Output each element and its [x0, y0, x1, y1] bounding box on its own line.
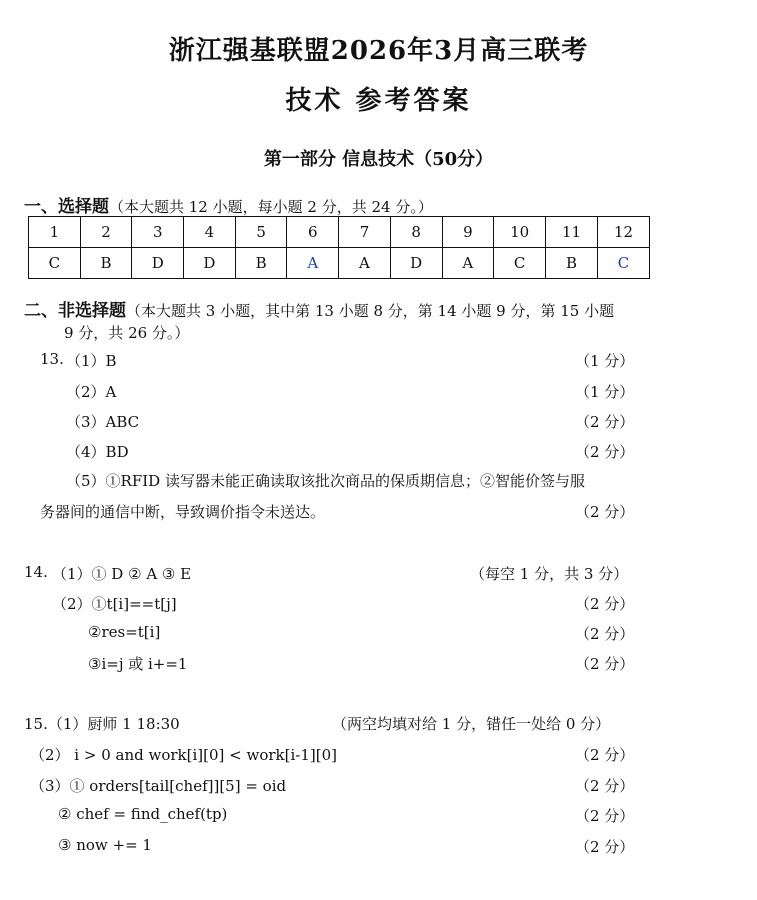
q13-score-5: （2 分） [575, 503, 635, 521]
section2-note-line1: （本大题共 3 小题，其中第 13 小题 8 分，第 14 小题 9 分，第 15 小题 [126, 302, 615, 320]
q13-score-4: （2 分） [575, 443, 635, 461]
answer-cell: C [598, 248, 650, 279]
q15-answer-2: （2） i > 0 and work[i][0] < work[i-1][0] [30, 746, 337, 764]
q13-answer-5-line2: 务器间的通信中断，导致调价指令未送达。 [40, 503, 326, 521]
question-number: 7 [339, 217, 391, 248]
question-number: 4 [184, 217, 236, 248]
q13-score-1: （1 分） [575, 352, 635, 370]
q14-answer-1: （1）① D ② A ③ E [52, 565, 192, 583]
answer-cell: A [339, 248, 391, 279]
q15-answer-5: ③ now += 1 [58, 836, 152, 854]
q15-score-3: （2 分） [575, 777, 635, 795]
section1-note: （本大题共 12 小题，每小题 2 分，共 24 分。） [109, 198, 433, 216]
q14-score-1: （每空 1 分，共 3 分） [470, 565, 629, 583]
question-number: 12 [598, 217, 650, 248]
answer-cell: C [494, 248, 546, 279]
section1-heading: 一、选择题 [24, 197, 109, 217]
q13-answer-4: （4）BD [66, 443, 129, 461]
q13-answer-3: （3）ABC [66, 413, 140, 431]
q14-score-4: （2 分） [575, 655, 635, 673]
section2-note-line2: 9 分，共 26 分。） [64, 324, 190, 342]
question-number: 10 [494, 217, 546, 248]
answer-table [28, 216, 650, 279]
q13-answer-1: （1）B [66, 352, 117, 370]
part-title: 第一部分 信息技术（50分） [263, 149, 494, 170]
answer-cell: D [132, 248, 184, 279]
question-number: 1 [29, 217, 81, 248]
answer-cell: B [546, 248, 598, 279]
section1-header [24, 192, 433, 217]
answer-cell: A [442, 248, 494, 279]
q14-number: 14. [24, 563, 48, 581]
question-number: 9 [442, 217, 494, 248]
q14-score-2: （2 分） [575, 595, 635, 613]
question-number: 2 [80, 217, 132, 248]
question-number: 3 [132, 217, 184, 248]
q13-score-3: （2 分） [575, 413, 635, 431]
question-number: 5 [235, 217, 287, 248]
q14-answer-2: （2）①t[i]==t[j] [52, 595, 177, 613]
page-title: 浙江强基联盟2026年3月高三联考 [168, 36, 589, 66]
q14-score-3: （2 分） [575, 625, 635, 643]
q14-answer-3: ②res=t[i] [88, 623, 161, 641]
question-number: 8 [390, 217, 442, 248]
q14-answer-4: ③i=j 或 i+=1 [88, 655, 188, 673]
q15-answer-1: 15.（1）厨师 1 18:30 [24, 715, 180, 733]
section2-header [24, 296, 614, 321]
question-number: 6 [287, 217, 339, 248]
section2-heading: 二、非选择题 [24, 301, 126, 321]
page-subtitle: 技术 参考答案 [285, 86, 472, 116]
q15-score-2: （2 分） [575, 746, 635, 764]
q13-answer-2: （2）A [66, 383, 117, 401]
q15-answer-4: ② chef = find_chef(tp) [58, 805, 228, 823]
q15-score-1: （两空均填对给 1 分，错任一处给 0 分） [332, 715, 611, 733]
q13-score-2: （1 分） [575, 383, 635, 401]
q15-answer-3: （3）① orders[tail[chef]][5] = oid [30, 777, 287, 795]
q15-score-5: （2 分） [575, 838, 635, 856]
answer-cell: B [80, 248, 132, 279]
answer-cell: C [29, 248, 81, 279]
answer-cell: D [390, 248, 442, 279]
q13-number: 13. [40, 350, 64, 368]
answer-cell: A [287, 248, 339, 279]
answer-cell: B [235, 248, 287, 279]
question-number: 11 [546, 217, 598, 248]
answer-table-number-row [29, 217, 650, 248]
q15-score-4: （2 分） [575, 807, 635, 825]
q13-answer-5-line1: （5）①RFID 读写器未能正确读取该批次商品的保质期信息；②智能价签与服 [66, 472, 585, 490]
answer-table-answer-row [29, 248, 650, 279]
answer-cell: D [184, 248, 236, 279]
